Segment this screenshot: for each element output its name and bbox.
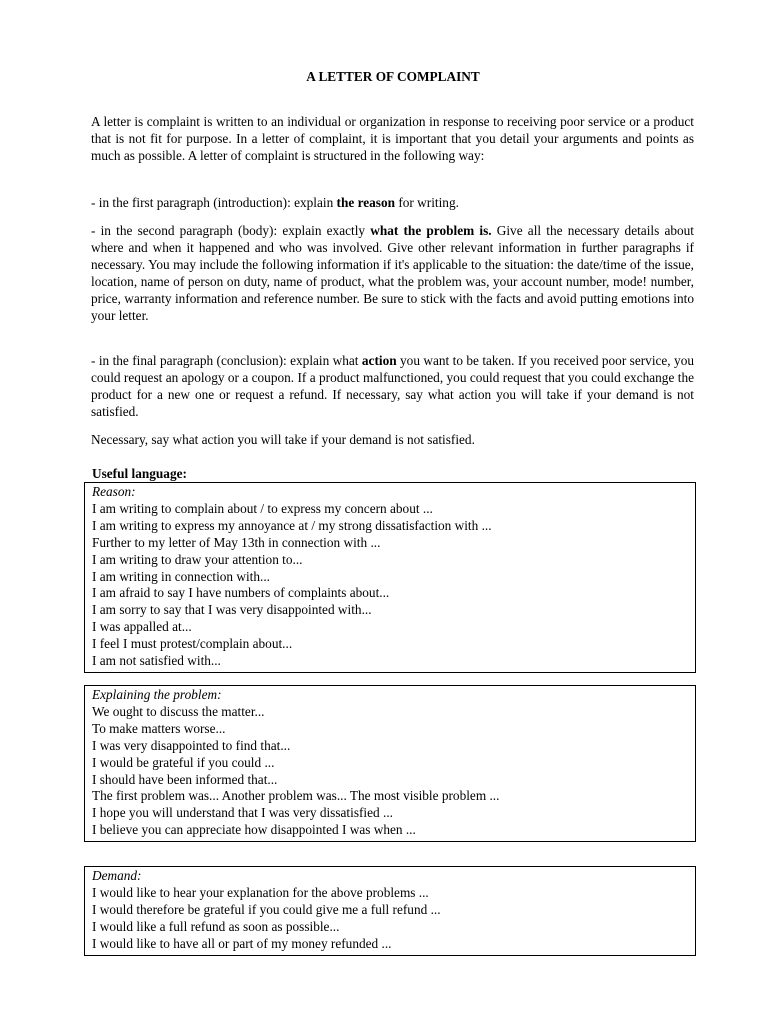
demand-line: I would like a full refund as soon as possible... <box>92 918 340 934</box>
necessary-line: Necessary, say what action you will take if your demand is not satisfied. <box>91 432 475 447</box>
reason-box <box>84 482 696 673</box>
first-paragraph-instruction <box>91 195 694 212</box>
demand-heading: Demand: <box>92 868 142 883</box>
problem-line: I believe you can appreciate how disappointed I was when ... <box>92 822 416 838</box>
problem-line: The first problem was... Another problem was... The most visible problem ... <box>92 788 500 804</box>
first-paragraph-bold: the reason <box>336 195 396 210</box>
reason-line: I am writing to express my annoyance at / my strong dissatisfaction with ... <box>92 517 492 533</box>
reason-line: I was appalled at... <box>92 619 192 635</box>
problem-line: I would be grateful if you could ... <box>92 754 275 770</box>
second-paragraph-post: Give all the necessary details about where and when it happened and who was involved. Give other relevant information in further paragraphs if necessary. You may include the following information if it's applicable to the situation: the date/time of the issue, location, name of person on duty, name of product, what the problem was, your account number, mode! number, price, warranty information and reference number. Be sure to stick with the facts and avoid putting emotions into your letter. <box>91 223 694 323</box>
reason-line: I am writing to draw your attention to... <box>92 551 303 567</box>
problem-line: I should have been informed that... <box>92 771 278 787</box>
demand-line: I would therefore be grateful if you could give me a full refund ... <box>92 901 441 917</box>
demand-line: I would like to hear your explanation for the above problems ... <box>92 884 429 900</box>
problem-line: I hope you will understand that I was very dissatisfied ... <box>92 805 393 821</box>
problem-heading: Explaining the problem: <box>92 687 222 702</box>
useful-language-label: Useful language: <box>92 466 187 481</box>
reason-line: I am not satisfied with... <box>92 653 221 669</box>
second-paragraph-pre: - in the second paragraph (body): explain exactly <box>91 223 371 238</box>
first-paragraph-post: for writing. <box>395 195 459 210</box>
reason-line: I feel I must protest/complain about... <box>92 636 293 652</box>
reason-heading: Reason: <box>92 484 136 499</box>
reason-line: I am sorry to say that I was very disappointed with... <box>92 602 372 618</box>
problem-line: I was very disappointed to find that... <box>92 737 291 753</box>
second-paragraph-instruction <box>91 223 694 324</box>
document-title: A LETTER OF COMPLAINT <box>306 69 480 84</box>
reason-line: I am writing to complain about / to express my concern about ... <box>92 500 433 516</box>
second-paragraph-bold: what the problem is. <box>370 223 492 238</box>
final-paragraph-pre: - in the final paragraph (conclusion): explain what <box>91 353 362 368</box>
demand-line: I would like to have all or part of my money refunded ... <box>92 935 392 951</box>
reason-line: I am writing in connection with... <box>92 568 270 584</box>
problem-line: To make matters worse... <box>92 720 226 736</box>
final-paragraph-post: you want to be taken. If you received poor service, you could request an apology or a coupon. If a product malfunctioned, you could request that you could exchange the product for a new one or request a refund. If necessary, say what action you will take if your demand is not satisfied. <box>91 353 694 419</box>
final-paragraph-bold: action <box>361 353 397 368</box>
demand-box <box>84 866 696 956</box>
intro-paragraph: A letter is complaint is written to an individual or organization in response to receiving poor service or a product that is not fit for purpose. In a letter of complaint, it is important that you detail your arguments and points as much as possible. A letter of complaint is structured in the following way: <box>91 114 694 163</box>
explaining-problem-box <box>84 685 696 842</box>
first-paragraph-pre: - in the first paragraph (introduction): explain <box>91 195 337 210</box>
problem-line: We ought to discuss the matter... <box>92 703 265 719</box>
final-paragraph-instruction <box>91 353 694 421</box>
reason-line: Further to my letter of May 13th in connection with ... <box>92 534 381 550</box>
reason-line: I am afraid to say I have numbers of complaints about... <box>92 585 390 601</box>
